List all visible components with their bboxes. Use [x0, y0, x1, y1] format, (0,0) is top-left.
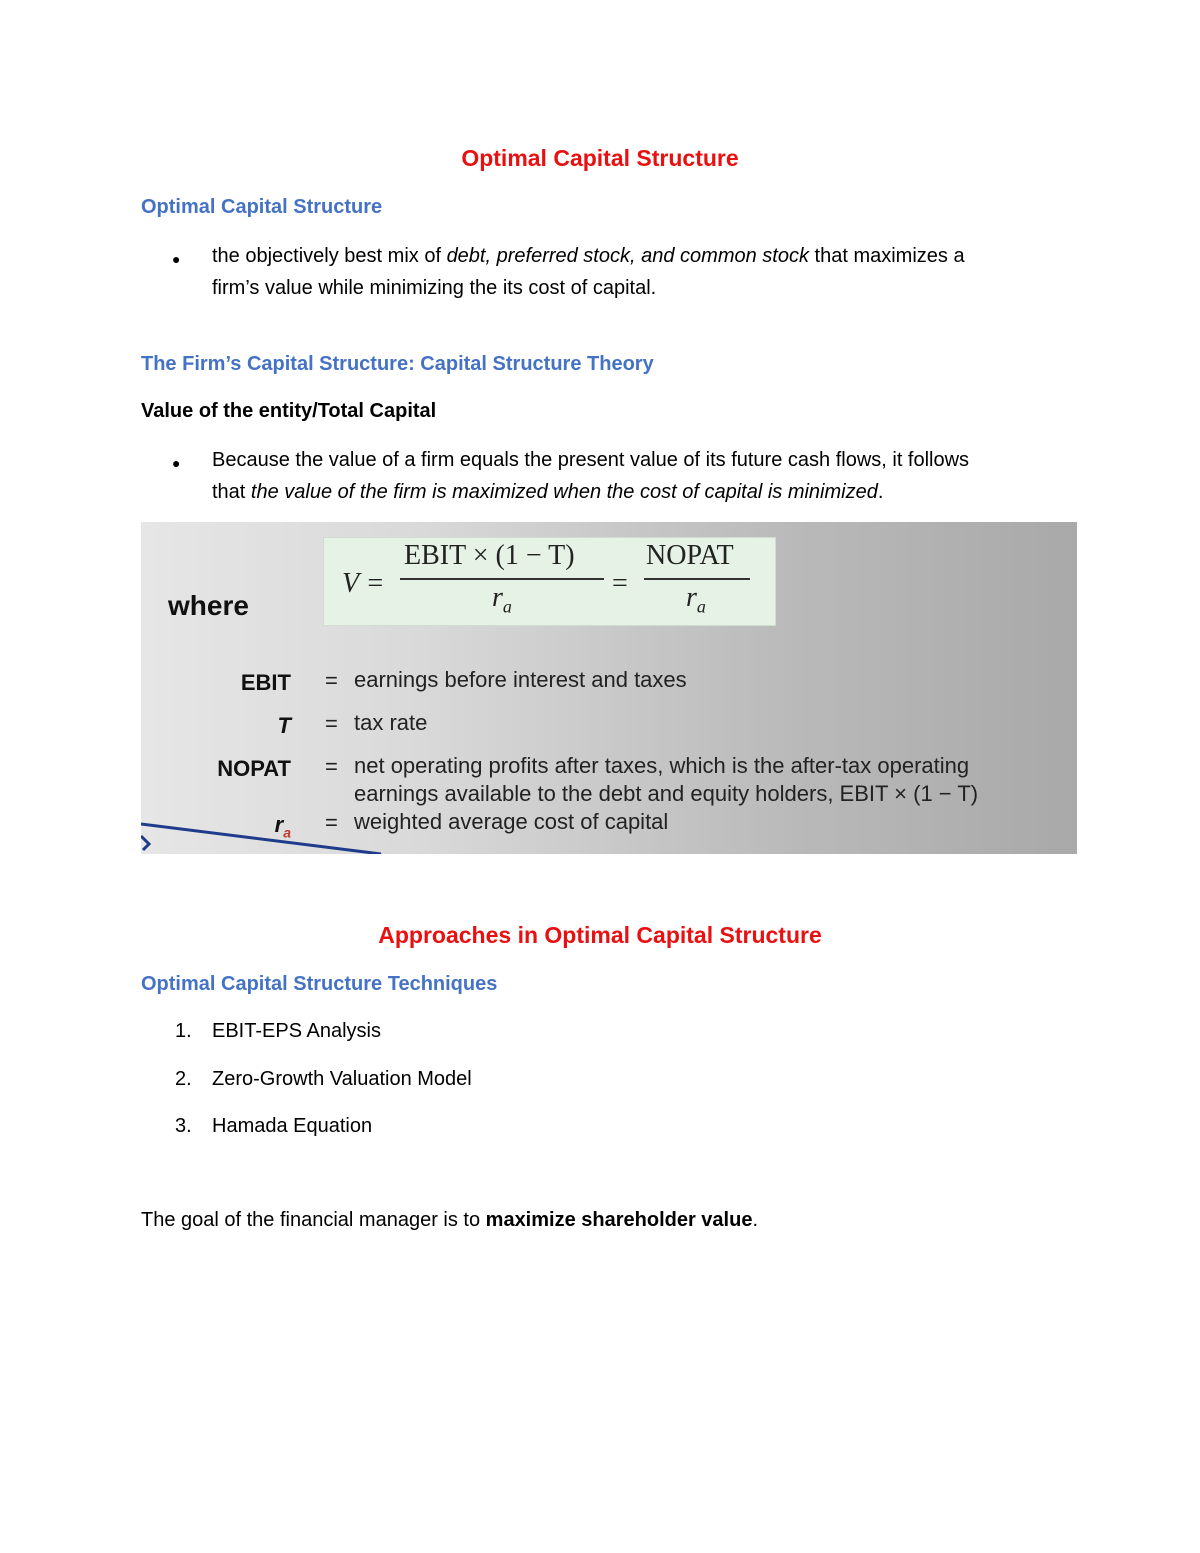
def-text-ebit: earnings before interest and taxes	[354, 667, 687, 692]
section-heading-optimal-capital-structure: Optimal Capital Structure	[141, 196, 383, 218]
equation-equals: =	[612, 568, 628, 599]
list-item	[175, 1015, 381, 1047]
decorative-line	[141, 812, 401, 854]
def-text-nopat-line2: earnings available to the debt and equity holders, EBIT × (1 − T)	[354, 781, 979, 806]
goal-text-bold: maximize shareholder value	[485, 1209, 753, 1231]
def-equals: =	[325, 810, 338, 835]
bullet-dot: ●	[172, 455, 181, 471]
page-title: Optimal Capital Structure	[461, 145, 739, 171]
where-label: where	[168, 590, 249, 621]
definition-text-line2: firm’s value while minimizing the its cost of capital.	[212, 277, 657, 299]
def-text-t: tax rate	[354, 710, 428, 735]
def-text-ra: weighted average cost of capital	[354, 809, 669, 834]
definition-text-post: that maximizes a	[808, 245, 965, 267]
value-text-post: .	[877, 481, 884, 503]
formula-image	[141, 522, 1077, 854]
goal-text-pre: The goal of the financial manager is to	[141, 1209, 486, 1231]
bullet-definition	[212, 240, 1072, 304]
list-number: 2.	[175, 1068, 192, 1090]
definition-text-pre: the objectively best mix of	[212, 245, 447, 267]
def-term-t: T	[277, 713, 291, 738]
definition-text-italic: debt, preferred stock, and common stock	[446, 245, 809, 267]
def-term-nopat: NOPAT	[217, 756, 291, 781]
equation-lhs: V =	[342, 568, 385, 599]
def-text-nopat	[354, 752, 1074, 808]
value-text-line1: Because the value of a firm equals the present value of its future cash flows, it follows	[212, 449, 970, 471]
value-of-entity-label: Value of the entity/Total Capital	[141, 400, 437, 422]
equation-numerator-ebit: EBIT × (1 − T)	[404, 540, 575, 571]
fraction-bar	[400, 578, 604, 580]
list-item-text: EBIT-EPS Analysis	[212, 1020, 381, 1042]
value-text-pre: that	[212, 481, 251, 503]
section-title-approaches: Approaches in Optimal Capital Structure	[378, 922, 822, 948]
equation-denominator: $r_a$	[492, 582, 512, 617]
def-term-ra: $r_a$	[274, 812, 291, 841]
list-item	[175, 1063, 472, 1095]
fraction-bar	[644, 578, 750, 580]
def-equals: =	[325, 668, 338, 693]
goal-statement	[141, 1204, 758, 1236]
def-text-nopat-line1: net operating profits after taxes, which is the after-tax operating	[354, 753, 970, 778]
def-term-ebit: EBIT	[240, 670, 291, 695]
def-equals: =	[325, 711, 338, 736]
section-heading-techniques: Optimal Capital Structure Techniques	[141, 973, 498, 995]
equation-box	[323, 537, 776, 626]
list-number: 1.	[175, 1020, 192, 1042]
list-number: 3.	[175, 1115, 192, 1137]
equation-denominator-2: $r_a$	[686, 582, 706, 617]
value-text-italic: the value of the firm is maximized when the cost of capital is minimized	[250, 481, 878, 503]
goal-text-post: .	[752, 1209, 759, 1231]
bullet-value-of-firm	[212, 444, 1092, 508]
list-item-text: Zero-Growth Valuation Model	[212, 1068, 472, 1090]
def-equals: =	[325, 754, 338, 779]
equation-numerator-nopat: NOPAT	[646, 540, 734, 571]
list-item	[175, 1110, 373, 1142]
section-heading-capital-structure-theory: The Firm’s Capital Structure: Capital Structure Theory	[141, 353, 654, 375]
list-item-text: Hamada Equation	[212, 1115, 373, 1137]
bullet-dot: ●	[172, 251, 181, 267]
